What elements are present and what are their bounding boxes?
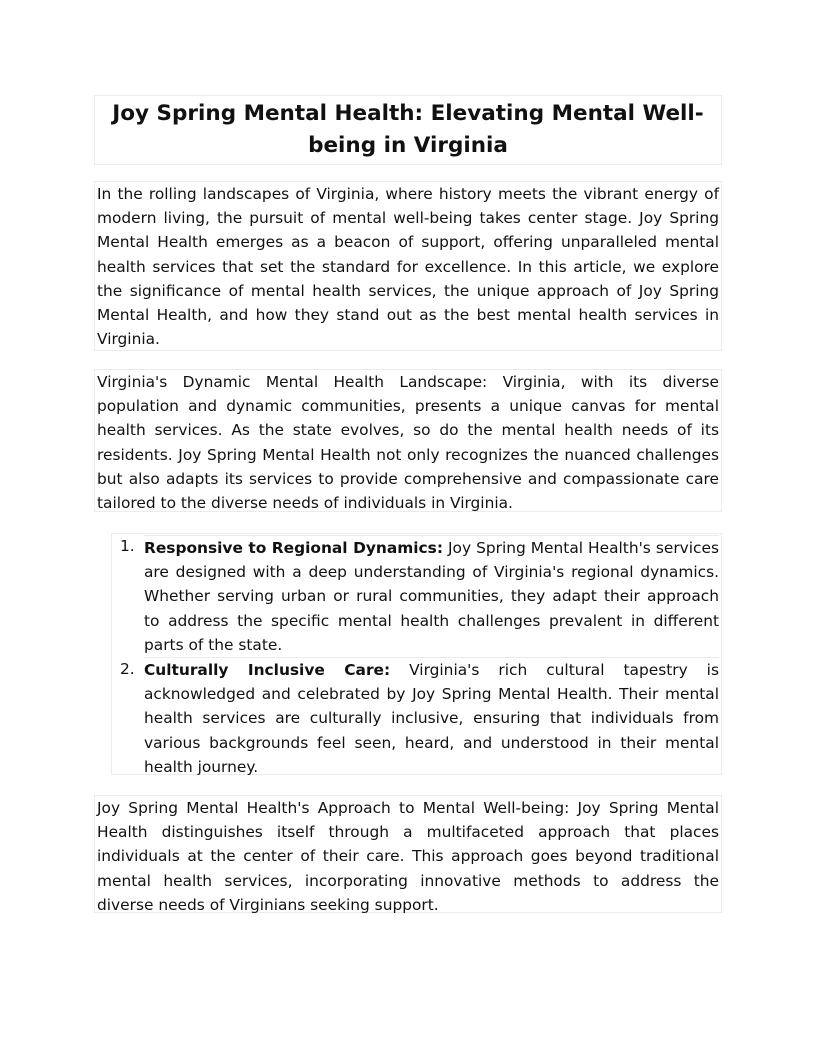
list-item [112, 534, 721, 657]
document-title: Joy Spring Mental Health: Elevating Mental Well-being in Virginia [94, 95, 722, 165]
intro-paragraph: In the rolling landscapes of Virginia, where history meets the vibrant energy of modern living, the pursuit of mental well-being takes center stage. Joy Spring Mental Health emerges as a beacon of support, offering unparalleled mental health services that set the standard for excellence. In this article, we explore the significance of mental health services, the unique approach of Joy Spring Mental Health, and how they stand out as the best mental health services in Virginia. [97, 185, 719, 349]
list-item-body [144, 535, 719, 657]
list-item-heading: Responsive to Regional Dynamics: [144, 539, 443, 557]
landscape-paragraph: Virginia's Dynamic Mental Health Landscape: Virginia, with its diverse population and dynamic communities, presents a unique canvas for mental health services. As the state evolves, so do the mental health needs of its residents. Joy Spring Mental Health not only recognizes the nuanced challenges but also adapts its services to provide comprehensive and compassionate care tailored to the diverse needs of individuals in Virginia. [97, 373, 719, 513]
numbered-list [111, 533, 722, 775]
list-item-text: Virginia's rich cultural tapestry is acknowledged and celebrated by Joy Spring Mental Health. Their mental health services are culturally inclusive, ensuring that individuals from various backgrounds feel seen, heard, and understood in their mental health journey. [144, 661, 719, 776]
list-item-body [144, 657, 719, 779]
list-item-heading: Culturally Inclusive Care: [144, 661, 391, 680]
list-item-text: Joy Spring Mental Health's services are designed with a deep understanding of Virginia's regional dynamics. Whether serving urban or rural communities, they adapt their approach to address the specific mental health challenges prevalent in different parts of the state. [144, 539, 719, 654]
list-item-number: 2. [120, 660, 135, 679]
list-item-number: 1. [120, 537, 135, 555]
approach-paragraph-block [94, 795, 722, 913]
intro-paragraph-block [94, 181, 722, 351]
list-item [112, 657, 721, 779]
landscape-paragraph-block [94, 369, 722, 512]
approach-paragraph: Joy Spring Mental Health's Approach to Mental Well-being: Joy Spring Mental Health distinguishes itself through a multifaceted approach that places individuals at the center of their care. This approach goes beyond traditional mental health services, incorporating innovative methods to address the diverse needs of Virginians seeking support. [97, 799, 719, 914]
